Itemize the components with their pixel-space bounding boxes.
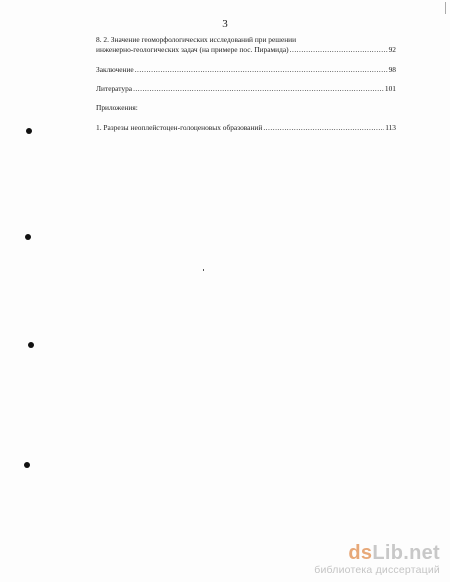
toc-leader-dots: [290, 45, 388, 55]
toc-entry-literature[interactable]: [96, 84, 396, 94]
toc-entry-conclusion[interactable]: [96, 65, 396, 75]
watermark: [250, 542, 440, 576]
watermark-subtitle: библиотека диссертаций: [314, 564, 440, 576]
toc-entry-title: 1. Разрезы неоплейстоцен-голоценовых образований: [96, 123, 263, 132]
toc-entry-line: [96, 123, 396, 133]
toc-entry-line: [96, 65, 396, 75]
toc-page-number: 101: [384, 84, 396, 93]
binder-hole-mark: [26, 128, 32, 134]
toc-entry-title: инженерно-геологических задач (на примере пос. Пирамида): [96, 44, 289, 54]
toc-entry-appendix-1[interactable]: [96, 123, 396, 133]
toc-page-number: 98: [388, 65, 396, 74]
toc-entry-line: [96, 84, 396, 94]
toc-leader-dots: [263, 123, 384, 133]
toc-entry-section-8-2[interactable]: [96, 35, 396, 54]
toc-leader-dots: [133, 84, 384, 94]
toc-entry-title: Заключение: [96, 65, 134, 74]
watermark-logo: [250, 542, 440, 564]
binder-hole-mark: [24, 462, 30, 468]
binder-hole-mark: [28, 342, 34, 348]
watermark-logo-part2: Lib.net: [372, 542, 440, 564]
toc-entry-title: Литература: [96, 84, 133, 93]
scan-speck: [203, 269, 204, 271]
scan-edge-mark: [445, 2, 446, 14]
page-number: 3: [222, 18, 228, 30]
binder-hole-mark: [25, 234, 31, 240]
appendix-heading: Приложения:: [96, 103, 138, 112]
toc-page-number: 92: [388, 44, 396, 54]
toc-leader-dots: [135, 65, 388, 75]
toc-entry-line: [96, 45, 396, 55]
toc-page-number: 113: [385, 123, 396, 132]
toc-entry-text-line: 8. 2. Значение геоморфологических исследований при решении: [96, 35, 297, 44]
watermark-logo-part1: ds: [348, 542, 373, 564]
